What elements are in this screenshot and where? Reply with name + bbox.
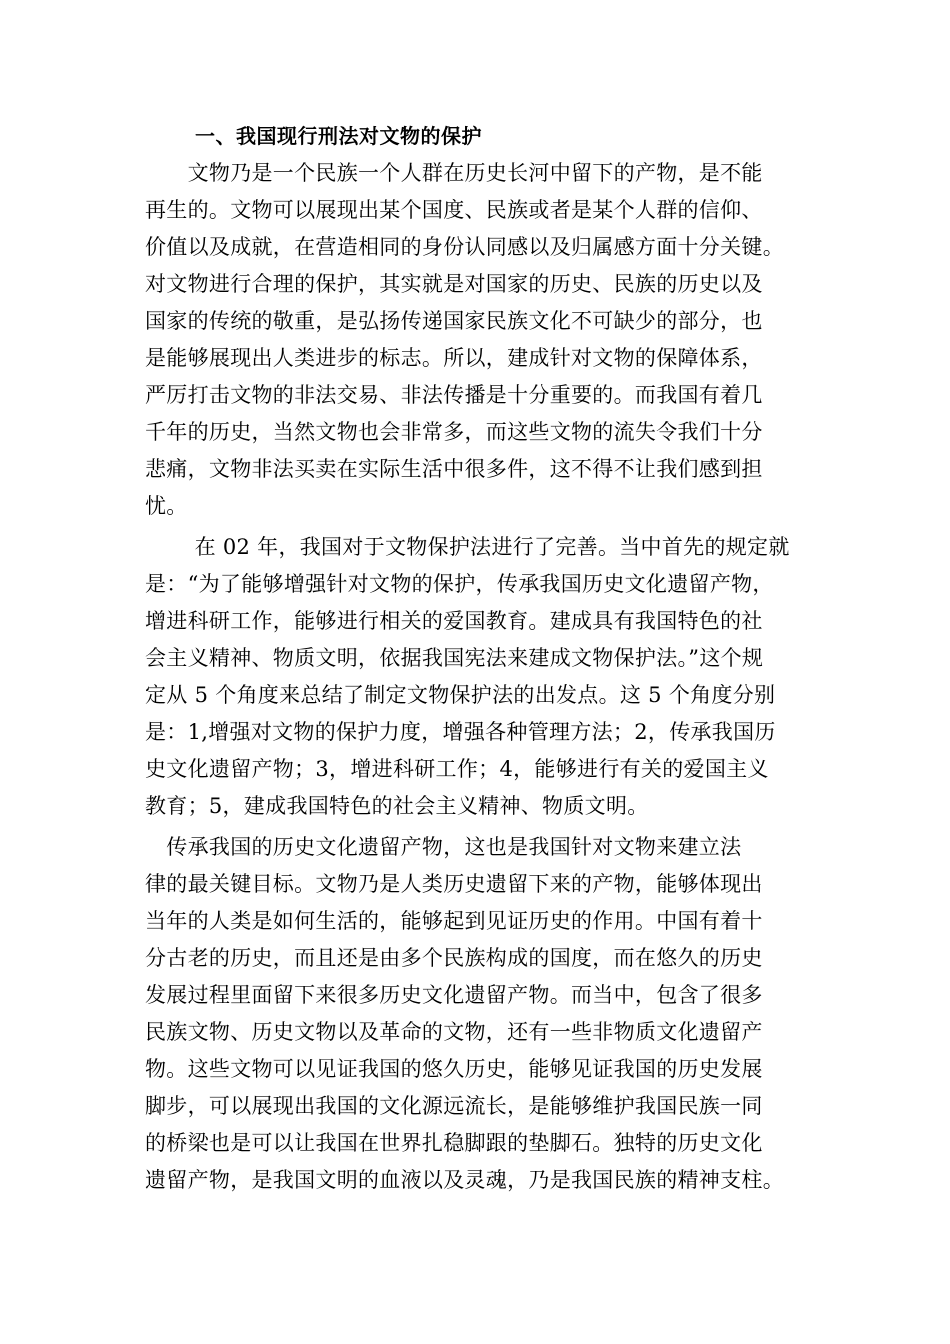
text-line: 遗留产物，是我国文明的血液以及灵魂，乃是我国民族的精神支柱。	[145, 1168, 784, 1192]
paragraph-3	[145, 829, 817, 1199]
text-line: 千年的历史，当然文物也会非常多，而这些文物的流失令我们十分	[145, 420, 763, 444]
text-line: 定从 5 个角度来总结了制定文物保护法的出发点。这 5 个角度分别	[145, 683, 776, 707]
text-line: 当年的人类是如何生活的，能够起到见证历史的作用。中国有着十	[145, 909, 763, 933]
text-line: 律的最关键目标。文物乃是人类历史遗留下来的产物，能够体现出	[145, 872, 763, 896]
section-heading: 一、我国现行刑法对文物的保护	[195, 124, 482, 148]
text-line: 脚步，可以展现出我国的文化源远流长，是能够维护我国民族一同	[145, 1094, 763, 1118]
text-line: 会主义精神、物质文明，依据我国宪法来建成文物保护法。”这个规	[145, 646, 764, 670]
text-line: 物。这些文物可以见证我国的悠久历史，能够见证我国的历史发展	[145, 1057, 763, 1081]
text-line: 悲痛，文物非法买卖在实际生活中很多件，这不得不让我们感到担	[145, 457, 763, 481]
text-line: 教育；5，建成我国特色的社会主义精神、物质文明。	[145, 794, 649, 818]
text-line: 是能够展现出人类进步的标志。所以，建成针对文物的保障体系，	[145, 346, 763, 370]
text-line: 忧。	[145, 494, 188, 518]
text-line: 国家的传统的敬重，是弘扬传递国家民族文化不可缺少的部分，也	[145, 309, 763, 333]
text-line: 文物乃是一个民族一个人群在历史长河中留下的产物，是不能	[145, 161, 763, 185]
text-line: 民族文物、历史文物以及革命的文物，还有一些非物质文化遗留产	[145, 1020, 763, 1044]
text-line: 增进科研工作，能够进行相关的爱国教育。建成具有我国特色的社	[145, 609, 763, 633]
text-line: 严厉打击文物的非法交易、非法传播是十分重要的。而我国有着几	[145, 383, 763, 407]
text-line: 传承我国的历史文化遗留产物，这也是我国针对文物来建立法	[145, 835, 742, 859]
document-body	[145, 118, 817, 1199]
text-line: 是：1,增强对文物的保护力度，增强各种管理方法；2，传承我国历	[145, 720, 776, 744]
text-line: 分古老的历史，而且还是由多个民族构成的国度，而在悠久的历史	[145, 946, 763, 970]
text-line: 的桥梁也是可以让我国在世界扎稳脚跟的垫脚石。独特的历史文化	[145, 1131, 763, 1155]
text-line: 再生的。文物可以展现出某个国度、民族或者是某个人群的信仰、	[145, 198, 763, 222]
text-line: 价值以及成就，在营造相同的身份认同感以及归属感方面十分关键。	[145, 235, 784, 259]
paragraph-2	[145, 529, 817, 825]
text-line: 在 02 年，我国对于文物保护法进行了完善。当中首先的规定就	[145, 535, 790, 559]
text-line: 是：“为了能够增强针对文物的保护，传承我国历史文化遗留产物，	[145, 572, 774, 596]
paragraph-1	[145, 155, 817, 525]
text-line: 发展过程里面留下来很多历史文化遗留产物。而当中，包含了很多	[145, 983, 763, 1007]
text-line: 史文化遗留产物；3，增进科研工作；4，能够进行有关的爱国主义	[145, 757, 769, 781]
text-line: 对文物进行合理的保护，其实就是对国家的历史、民族的历史以及	[145, 272, 763, 296]
